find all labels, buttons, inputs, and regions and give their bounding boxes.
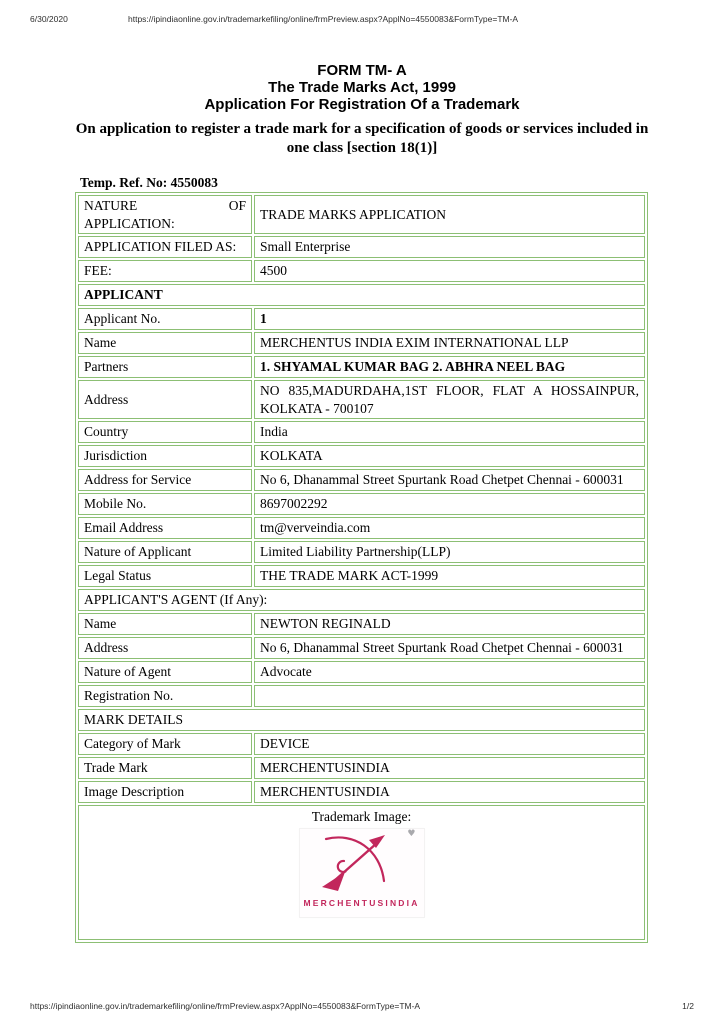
trademark-image-label: Trademark Image: — [311, 809, 412, 824]
field-label: Category of Mark — [78, 733, 252, 755]
field-row — [78, 685, 645, 707]
footer-url: https://ipindiaonline.gov.in/trademarkefiling/online/frmPreview.aspx?ApplNo=4550083&FormType=TM-A — [30, 1001, 421, 1011]
field-value: Small Enterprise — [254, 236, 645, 258]
field-value: MERCHENTUSINDIA — [254, 781, 645, 803]
title-block — [0, 62, 724, 158]
field-value: Advocate — [254, 661, 645, 683]
field-label: Address for Service — [78, 469, 252, 491]
application-form-table — [75, 192, 648, 943]
field-value: 8697002292 — [254, 493, 645, 515]
field-label: Image Description — [78, 781, 252, 803]
field-row — [78, 637, 645, 659]
field-label: Registration No. — [78, 685, 252, 707]
field-row — [78, 332, 645, 354]
field-row — [78, 517, 645, 539]
field-value: tm@verveindia.com — [254, 517, 645, 539]
field-label: Nature of Agent — [78, 661, 252, 683]
field-row — [78, 380, 645, 419]
heart-icon: ♥ — [407, 829, 416, 839]
field-label: Country — [78, 421, 252, 443]
section-title: APPLICANT'S AGENT (If Any): — [78, 589, 645, 611]
field-row — [78, 493, 645, 515]
field-value: India — [254, 421, 645, 443]
field-label: Partners — [78, 356, 252, 378]
print-header — [30, 14, 694, 24]
temp-ref-number: Temp. Ref. No: 4550083 — [80, 175, 218, 190]
field-value: No 6, Dhanammal Street Spurtank Road Chetpet Chennai - 600031 — [254, 469, 645, 491]
field-value: KOLKATA — [254, 445, 645, 467]
field-value: Limited Liability Partnership(LLP) — [254, 541, 645, 563]
section-title: APPLICANT — [78, 284, 645, 306]
field-row — [78, 469, 645, 491]
form-name: FORM TM- A — [317, 62, 407, 79]
field-row — [78, 565, 645, 587]
trademark-image — [300, 829, 424, 917]
field-value: 1. SHYAMAL KUMAR BAG 2. ABHRA NEEL BAG — [254, 356, 645, 378]
field-label: FEE: — [78, 260, 252, 282]
field-row — [78, 195, 645, 234]
field-row — [78, 445, 645, 467]
print-date: 6/30/2020 — [30, 14, 68, 24]
field-value: MERCHENTUS INDIA EXIM INTERNATIONAL LLP — [254, 332, 645, 354]
field-label: Nature of Applicant — [78, 541, 252, 563]
application-title: Application For Registration Of a Trademark — [204, 96, 520, 113]
field-label: Jurisdiction — [78, 445, 252, 467]
field-value: DEVICE — [254, 733, 645, 755]
field-label: Mobile No. — [78, 493, 252, 515]
field-value: NO 835,MADURDAHA,1ST FLOOR, FLAT A HOSSAINPUR, KOLKATA - 700107 — [254, 380, 645, 419]
field-label: Name — [78, 613, 252, 635]
field-row — [78, 356, 645, 378]
field-row — [78, 308, 645, 330]
field-value: No 6, Dhanammal Street Spurtank Road Chetpet Chennai - 600031 — [254, 637, 645, 659]
field-row — [78, 541, 645, 563]
field-row — [78, 613, 645, 635]
section-row — [78, 709, 645, 731]
section-row — [78, 284, 645, 306]
field-row — [78, 781, 645, 803]
field-label: Applicant No. — [78, 308, 252, 330]
form-subtitle — [0, 120, 724, 158]
field-label: Legal Status — [78, 565, 252, 587]
field-row — [78, 260, 645, 282]
form-table-body — [78, 195, 645, 803]
field-value: MERCHENTUSINDIA — [254, 757, 645, 779]
field-value: THE TRADE MARK ACT-1999 — [254, 565, 645, 587]
field-value: 4500 — [254, 260, 645, 282]
act-title: The Trade Marks Act, 1999 — [268, 79, 456, 96]
field-row — [78, 661, 645, 683]
field-label: Address — [78, 637, 252, 659]
field-label: Trade Mark — [78, 757, 252, 779]
trademark-image-row — [78, 805, 645, 940]
logo-wordmark: MERCHENTUSINDIA — [303, 898, 420, 908]
trademark-image-cell — [78, 805, 645, 940]
section-title: MARK DETAILS — [78, 709, 645, 731]
field-label: Email Address — [78, 517, 252, 539]
subtitle-line-1: On application to register a trade mark for a specification of goods or services included in — [75, 121, 649, 137]
header-url: https://ipindiaonline.gov.in/trademarkefiling/online/frmPreview.aspx?ApplNo=4550083&FormType=TM-A — [128, 14, 519, 24]
field-value: TRADE MARKS APPLICATION — [254, 195, 645, 234]
bow-arrow-logo-icon — [300, 829, 424, 893]
subtitle-line-2: one class [section 18(1)] — [286, 140, 438, 156]
trademark-image-section — [78, 805, 645, 940]
field-row — [78, 421, 645, 443]
print-footer — [30, 1001, 694, 1011]
section-row — [78, 589, 645, 611]
field-label: NATURE OF APPLICATION: — [78, 195, 252, 234]
field-row — [78, 733, 645, 755]
field-label: Address — [78, 380, 252, 419]
field-value: 1 — [254, 308, 645, 330]
field-value: NEWTON REGINALD — [254, 613, 645, 635]
field-value — [254, 685, 645, 707]
field-label: Name — [78, 332, 252, 354]
field-label: APPLICATION FILED AS: — [78, 236, 252, 258]
field-row — [78, 757, 645, 779]
field-row — [78, 236, 645, 258]
page-indicator: 1/2 — [682, 1001, 694, 1011]
